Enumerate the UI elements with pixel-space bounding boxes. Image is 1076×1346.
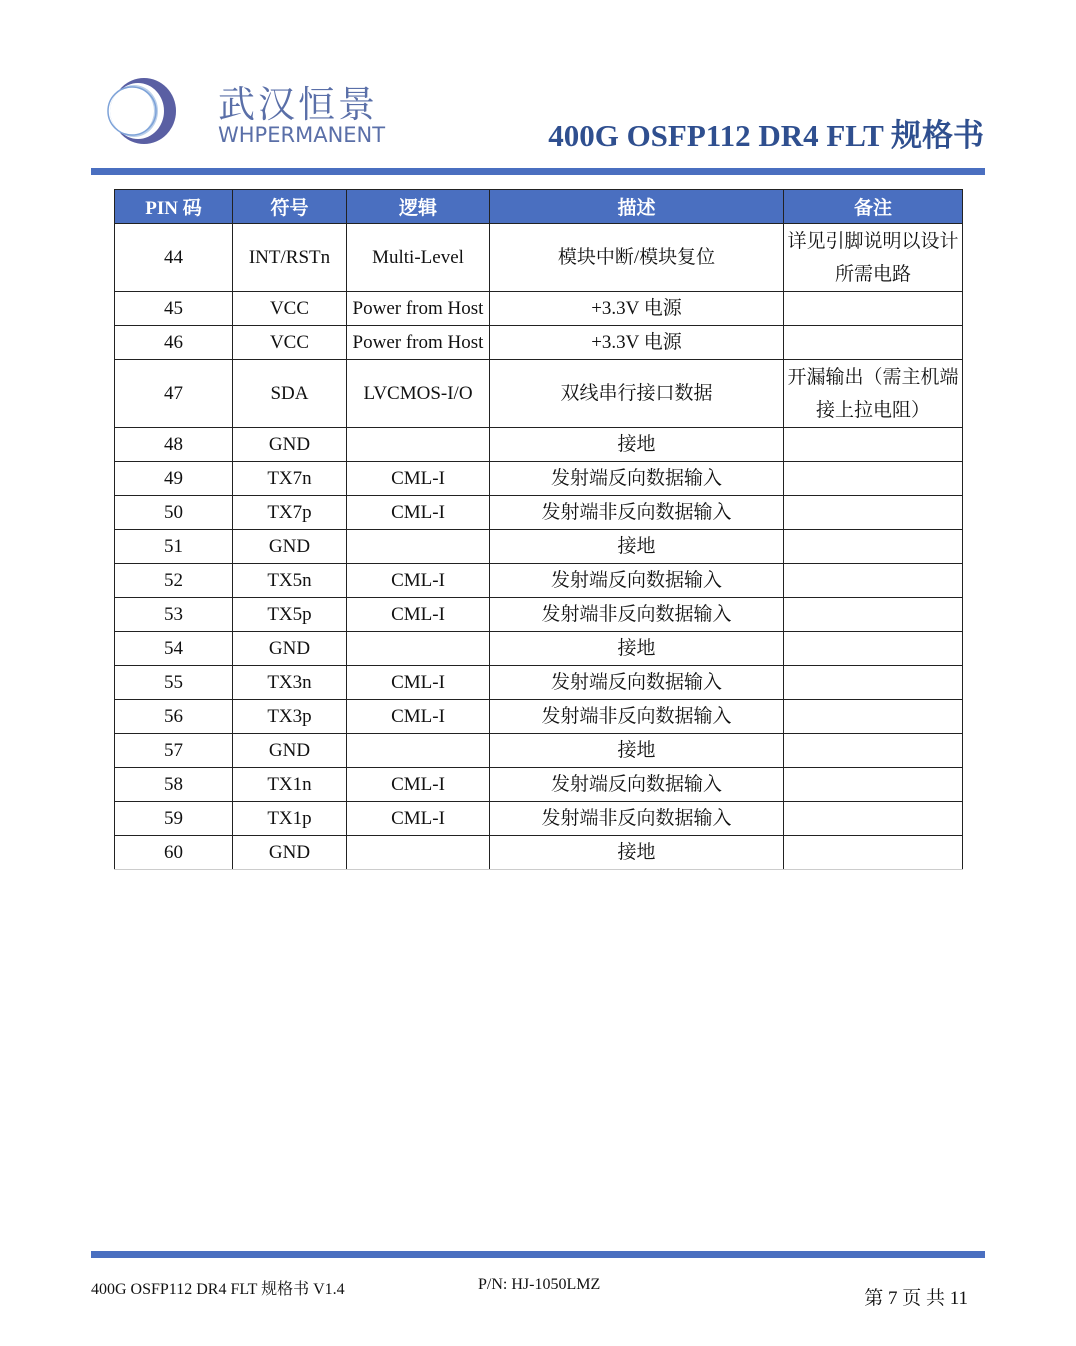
cell-pin: 58 [115,768,233,802]
cell-symbol: GND [233,632,347,666]
table-row [115,224,963,292]
cell-pin: 45 [115,292,233,326]
cell-pin: 60 [115,836,233,870]
cell-logic: CML-I [347,462,490,496]
cell-symbol: TX5n [233,564,347,598]
cell-description: 发射端非反向数据输入 [490,802,784,836]
col-header-note: 备注 [784,190,963,224]
cell-logic [347,836,490,870]
cell-logic: CML-I [347,802,490,836]
cell-symbol: GND [233,734,347,768]
table-row [115,802,963,836]
table-header-row [115,190,963,224]
table-row [115,836,963,870]
table-row [115,700,963,734]
header-divider [91,168,985,175]
cell-note [784,530,963,564]
cell-note [784,462,963,496]
col-header-pin: PIN 码 [115,190,233,224]
cell-description: 发射端反向数据输入 [490,462,784,496]
table-row [115,428,963,462]
cell-pin: 54 [115,632,233,666]
table-row [115,326,963,360]
cell-note: 开漏输出（需主机端接上拉电阻） [784,360,963,428]
table-row [115,360,963,428]
cell-pin: 56 [115,700,233,734]
cell-note [784,734,963,768]
table-row [115,598,963,632]
cell-note [784,802,963,836]
cell-description: 双线串行接口数据 [490,360,784,428]
cell-note [784,564,963,598]
company-logo [104,74,394,152]
cell-symbol: GND [233,836,347,870]
cell-symbol: SDA [233,360,347,428]
cell-description: 发射端非反向数据输入 [490,598,784,632]
cell-note [784,428,963,462]
cell-symbol: TX3p [233,700,347,734]
cell-description: 发射端反向数据输入 [490,564,784,598]
cell-logic: CML-I [347,768,490,802]
cell-logic: LVCMOS-I/O [347,360,490,428]
cell-symbol: VCC [233,292,347,326]
cell-symbol: GND [233,530,347,564]
cell-pin: 49 [115,462,233,496]
cell-description: 发射端非反向数据输入 [490,496,784,530]
cell-pin: 51 [115,530,233,564]
cell-description: +3.3V 电源 [490,326,784,360]
logo-crescent-icon [104,74,214,152]
table-row [115,564,963,598]
cell-logic: CML-I [347,564,490,598]
cell-symbol: VCC [233,326,347,360]
cell-description: 接地 [490,530,784,564]
cell-logic [347,428,490,462]
cell-symbol: TX7n [233,462,347,496]
table-row [115,666,963,700]
cell-description: 接地 [490,632,784,666]
cell-symbol: TX3n [233,666,347,700]
col-header-description: 描述 [490,190,784,224]
cell-symbol: TX5p [233,598,347,632]
col-header-logic: 逻辑 [347,190,490,224]
cell-logic: CML-I [347,598,490,632]
cell-description: +3.3V 电源 [490,292,784,326]
cell-pin: 52 [115,564,233,598]
cell-description: 发射端反向数据输入 [490,666,784,700]
logo-english-text: WHPERMANENT [218,123,386,147]
cell-note [784,768,963,802]
footer-divider [91,1251,985,1258]
col-header-symbol: 符号 [233,190,347,224]
cell-description: 接地 [490,836,784,870]
document-title: 400G OSFP112 DR4 FLT 规格书 [548,118,984,153]
cell-note [784,496,963,530]
pin-table [114,189,963,870]
cell-note [784,326,963,360]
cell-description: 发射端非反向数据输入 [490,700,784,734]
cell-logic [347,530,490,564]
cell-logic: Multi-Level [347,224,490,292]
cell-pin: 57 [115,734,233,768]
cell-pin: 44 [115,224,233,292]
footer-doc-version: 400G OSFP112 DR4 FLT 规格书 V1.4 [91,1281,345,1298]
table-row [115,632,963,666]
cell-description: 发射端反向数据输入 [490,768,784,802]
cell-description: 接地 [490,734,784,768]
cell-note [784,666,963,700]
cell-logic [347,734,490,768]
cell-symbol: TX1n [233,768,347,802]
cell-description: 模块中断/模块复位 [490,224,784,292]
cell-note [784,598,963,632]
table-row [115,462,963,496]
cell-symbol: INT/RSTn [233,224,347,292]
table-row [115,292,963,326]
cell-pin: 50 [115,496,233,530]
cell-pin: 46 [115,326,233,360]
footer-page-number: 第 7 页 共 11 [864,1288,968,1309]
cell-pin: 59 [115,802,233,836]
cell-pin: 48 [115,428,233,462]
table-row [115,496,963,530]
cell-note [784,836,963,870]
cell-note [784,700,963,734]
footer-part-number: P/N: HJ-1050LMZ [478,1276,601,1293]
cell-description: 接地 [490,428,784,462]
cell-logic: Power from Host [347,292,490,326]
cell-pin: 55 [115,666,233,700]
table-row [115,734,963,768]
cell-symbol: TX1p [233,802,347,836]
cell-logic: CML-I [347,496,490,530]
table-row [115,768,963,802]
cell-symbol: GND [233,428,347,462]
logo-chinese-text: 武汉恒景 [218,83,378,126]
cell-note [784,292,963,326]
cell-logic: CML-I [347,700,490,734]
cell-logic: Power from Host [347,326,490,360]
cell-symbol: TX7p [233,496,347,530]
cell-logic [347,632,490,666]
cell-pin: 47 [115,360,233,428]
cell-note [784,632,963,666]
cell-logic: CML-I [347,666,490,700]
table-row [115,530,963,564]
cell-note: 详见引脚说明以设计所需电路 [784,224,963,292]
cell-pin: 53 [115,598,233,632]
